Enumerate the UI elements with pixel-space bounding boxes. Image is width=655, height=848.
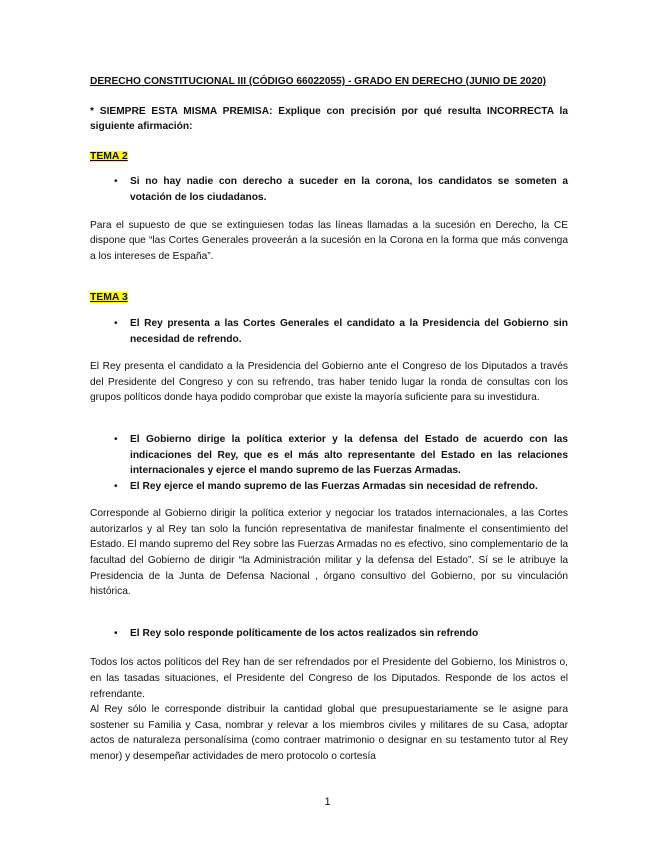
bullet-icon: • — [114, 433, 118, 445]
bullet-icon: • — [114, 627, 118, 639]
document-page — [90, 74, 568, 765]
tema-2-statement-list — [90, 174, 568, 205]
tema-3-answer-3b: Al Rey sólo le corresponde distribuir la cantidad global que presupuestariamente se le asigne para sostener su Familia y Casa, nombrar y relevar a los miembros civiles y militares de su Casa, adoptar actos de naturaleza personalísima (como contraer matrimonio o designar en su testamento tutor al Rey menor) y desempeñar actividades de mero protocolo o cortesía — [90, 704, 568, 762]
bullet-icon: • — [114, 317, 118, 329]
tema-3-statement-1: • El Rey presenta a las Cortes Generales el candidato a la Presidencia del Gobierno sin necesidad de refrendo. — [114, 317, 568, 345]
tema-3-statement-2b: • El Rey ejerce el mando supremo de las Fuerzas Armadas sin necesidad de refrendo. — [90, 479, 568, 495]
bullet-icon: • — [114, 480, 118, 492]
tema-2-heading: TEMA 2 — [90, 150, 128, 162]
tema-3-answer-2: Corresponde al Gobierno dirigir la política exterior y negociar los tratados internacionales, a las Cortes autorizarlos y al Rey tan solo la función representativa de manifestar finalmente el consentimiento del Estado. El mando supremo del Rey sobre las Fuerzas Armadas no es efectivo, sino complementario de la facultad del Gobierno de dirigir “la Administración militar y la defensa del Estado”. Sí se le atribuye la Presidencia de la Junta de Defensa Nacional , órgano consultivo del Gobierno, por su vinculación histórica. — [90, 508, 568, 598]
tema-3-statement-3: • El Rey solo responde políticamente de los actos realizados sin refrendo — [90, 626, 568, 642]
tema-3-statement-list-1 — [90, 316, 568, 347]
document-header: DERECHO CONSTITUCIONAL III (CÓDIGO 66022055) - GRADO EN DERECHO (JUNIO DE 2020) — [90, 76, 547, 87]
tema-3-statement-list-2 — [90, 432, 568, 494]
tema-3-answer-1: El Rey presenta el candidato a la Presidencia del Gobierno ante el Congreso de los Diputados a través del Presidente del Congreso y con su refrendo, tras haber tenido lugar la ronda de consultas con los grupos políticos donde haya podido comprobar que existe la mayoría suficiente para su investidura. — [90, 361, 568, 404]
bullet-icon: • — [114, 176, 118, 188]
tema-3-statement-2a: • El Gobierno dirige la política exterior y la defensa del Estado de acuerdo con las indicaciones del Rey, que es el más alto representante del Estado en las relaciones internacionales y ejerce el mando supremo de las Fuerzas Armadas. — [114, 433, 568, 477]
premise-instruction: * SIEMPRE ESTA MISMA PREMISA: Explique con precisión por qué resulta INCORRECTA la siguiente afirmación: — [90, 105, 568, 133]
tema-2-statement: • Si no hay nadie con derecho a suceder en la corona, los candidatos se someten a votación de los ciudadanos. — [114, 176, 568, 203]
tema-3-statement-list-3 — [90, 626, 568, 642]
tema-3-heading: TEMA 3 — [90, 292, 128, 304]
page-number: 1 — [324, 796, 331, 808]
tema-3-answer-3a: Todos los actos políticos del Rey han de ser refrendados por el Presidente del Gobierno, los Ministros o, en las tasadas situaciones, el Presidente del Congreso de los Diputados. Responde de los actos el refrendante. — [90, 657, 568, 700]
tema-2-answer: Para el supuesto de que se extinguiesen todas las líneas llamadas a la sucesión en Derecho, la CE dispone que “las Cortes Generales proveerán a la sucesión en la Corona en la forma que más convenga a los intereses de España”. — [90, 219, 568, 262]
